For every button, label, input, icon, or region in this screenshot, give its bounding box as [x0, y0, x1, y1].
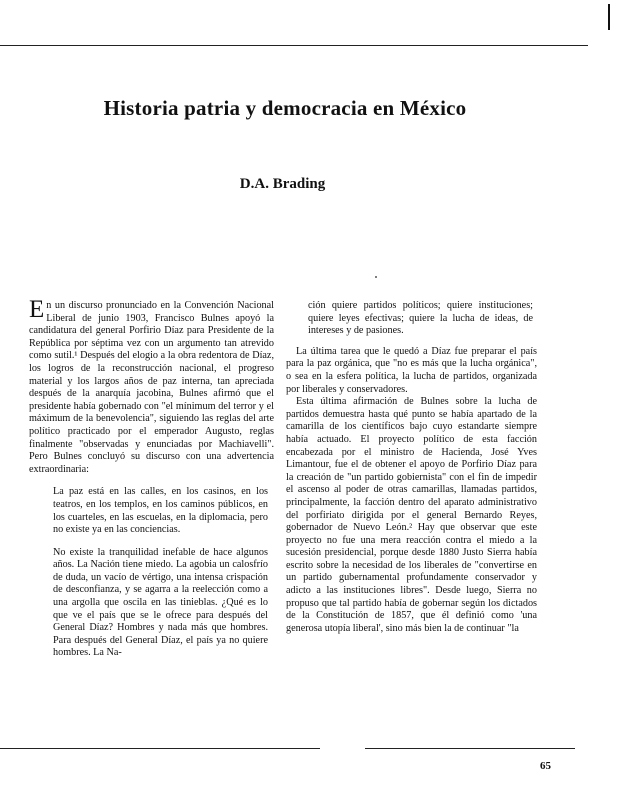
- top-rule: [0, 45, 560, 46]
- paragraph-2: Esta última afirmación de Bulnes sobre la lucha de partidos demuestra hasta qué punto se había apartado de la camarilla de los científicos bajo cuyo estandarte siempre había actuado. El proyecto político de esta facción encabezada por el ministro de Hacienda, José Yves Limantour, fue el de obtener el apoyo de Porfirio Díaz para la creación de "un partido gobiernista" con el fin de impedir el ascenso al poder de otras camarillas, llamadas partidos, principalmente, la facción dentro del aparato administrativo del porfiriato dirigida por el general Bernardo Reyes, gobernador de Nuevo León.² Hay que observar que este proyecto no fue una mera reacción contra el miedo a la sucesión presidencial, porque desde 1880 Justo Sierra había escrito sobre la necesidad de los liberales de "convertirse en un partido gubernamental profundamente conservador y adicto a las instituciones libres". Desde luego, Sierra no propuso que tal partido había de gobernar según los dictados de la Constitución de 1857, que él definió como 'una generosa utopía liberal', sino más bien la de continuar "la: [286, 396, 537, 634]
- intro-text: n un discurso pronunciado en la Convención Nacional Liberal de junio 1903, Francisco Bulnes apoyó la candidatura del general Porfirio Díaz para Presidente de la República por séptima vez con un argumento tan atrevido como sutil.¹ Después del elogio a la obra redentora de Díaz, los logros de la reconstrucción nacional, el progreso material y los largos años de paz interna, tan apreciada después de la anarquía jacobina, Bulnes afirmó que el presidente había gobernado con "el mínimum del terror y el máximum de la benevolencia", siguiendo las reglas del arte político practicado por el emperador Augusto, reglas finalmente "observadas y enunciadas por Machiavelli". Pero Bulnes concluyó su discurso con una advertencia extraordinaria:: [29, 300, 274, 475]
- right-column: [286, 300, 537, 635]
- bottom-rule-right: [365, 748, 575, 749]
- paragraph-1: La última tarea que le quedó a Díaz fue preparar el país para la paz orgánica, que "no es más que la lucha orgánica", o sea en la esfera política, la lucha de partidos, organizada por liberales y conservadores.: [286, 345, 537, 395]
- block-quote-1: La paz está en las calles, en los casinos, en los teatros, en los templos, en los caminos públicos, en los cuarteles, en las escuelas, en la diplomacia, pero no existe ya en las conciencias.: [53, 486, 268, 536]
- left-column: [29, 296, 274, 660]
- block-quote-continued: ción quiere partidos políticos; quiere instituciones; quiere leyes efectivas; quiere la lucha de ideas, de intereses y de pasiones.: [308, 300, 533, 337]
- intro-paragraph: [29, 296, 274, 476]
- article-author: D.A. Brading: [239, 176, 326, 192]
- page-number: 65: [540, 760, 551, 772]
- top-rule-right: [548, 45, 588, 46]
- bottom-rule: [0, 748, 320, 749]
- block-quote-2: No existe la tranquilidad inefable de hace algunos años. La Nación tiene miedo. La agobia un calosfrío de duda, un vacío de vértigo, una intensa crispación de desconfianza, y se agarra a la reelección como a una argolla que oscila en las tinieblas. ¿Qué es lo que ve el país que se le ofrece para después del General Díaz? Hombres y nada más que hombres. Para después del General Díaz, el país ya no quiere hombres. La Na-: [53, 546, 268, 659]
- scan-speck: [375, 276, 377, 278]
- article-title: Historia patria y democracia en México: [103, 96, 467, 120]
- corner-mark: [608, 4, 610, 30]
- drop-cap: E: [29, 296, 45, 323]
